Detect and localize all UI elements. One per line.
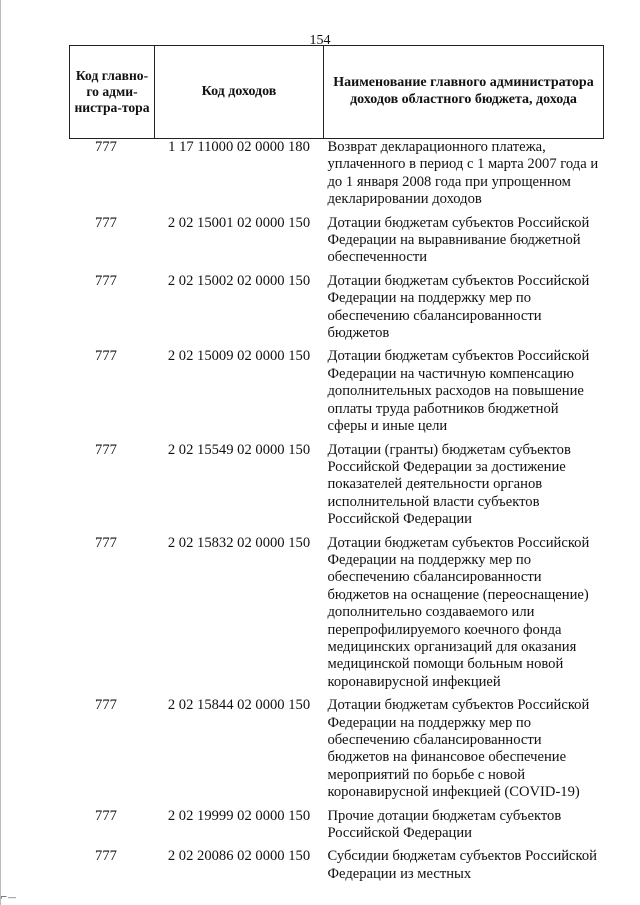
scan-corner-mark: ⌐—: [0, 893, 17, 903]
revenue-code-cell: 2 02 15001 02 0000 150: [167, 214, 311, 231]
revenue-name-cell: Дотации (гранты) бюджетам субъектов Российской Федерации за достижение показателей деятельности органов исполнительной власти субъектов Российской Федерации: [327, 441, 571, 528]
table-row: [70, 848, 604, 889]
admin-code-cell: 777: [95, 807, 117, 824]
table-row: [70, 139, 604, 215]
admin-code-cell: 777: [95, 534, 117, 551]
revenue-code-cell: 2 02 15844 02 0000 150: [167, 697, 311, 714]
table-row: [70, 697, 604, 807]
revenue-code-cell: 2 02 15832 02 0000 150: [167, 534, 311, 551]
revenue-code-cell: 2 02 15002 02 0000 150: [167, 272, 311, 289]
table-row: [70, 273, 604, 349]
table-row: [70, 808, 604, 849]
header-name: Наименование главного администратора доходов областного бюджета, дохода: [324, 46, 604, 139]
admin-code-cell: 777: [95, 139, 117, 155]
revenue-name-cell: Дотации бюджетам субъектов Российской Федерации на частичную компенсацию дополнительных расходов на повышение оплаты труда работников бюджетной сферы и иные цели: [327, 348, 590, 435]
admin-code-cell: 777: [95, 272, 117, 289]
table-header: [70, 46, 604, 139]
table-row: [70, 215, 604, 273]
revenue-name-cell: Дотации бюджетам субъектов Российской Федерации на выравнивание бюджетной обеспеченности: [327, 214, 590, 266]
revenue-name-cell: Возврат декларационного платежа, уплаченного в период с 1 марта 2007 года и до 1 января 2008 года при упрощенном декларировании доходов: [327, 139, 599, 208]
revenue-code-cell: 2 02 19999 02 0000 150: [167, 807, 311, 824]
table-row: [70, 535, 604, 698]
admin-code-cell: 777: [95, 214, 117, 231]
revenue-code-cell: 2 02 20086 02 0000 150: [167, 848, 311, 865]
revenue-table: [69, 45, 604, 889]
revenue-name-cell: Дотации бюджетам субъектов Российской Федерации на поддержку мер по обеспечению сбалансированности бюджетов на оснащение (переоснащение) дополнительно создаваемого или перепрофилируемого коечного фонда медицинских организаций для оказания медицинской помощи больным новой коронавирусной инфекцией: [327, 534, 590, 690]
page-number: 154: [309, 33, 331, 48]
admin-code-cell: 777: [95, 848, 117, 865]
revenue-name-cell: Дотации бюджетам субъектов Российской Федерации на поддержку мер по обеспечению сбалансированности бюджетов: [327, 272, 590, 342]
revenue-code-cell: 2 02 15549 02 0000 150: [167, 441, 311, 458]
revenue-code-cell: 1 17 11000 02 0000 180: [168, 139, 310, 155]
admin-code-cell: 777: [95, 697, 117, 714]
revenue-name-cell: Субсидии бюджетам субъектов Российской Федерации из местных: [327, 848, 597, 882]
revenue-code-cell: 2 02 15009 02 0000 150: [167, 348, 311, 365]
table-row: [70, 348, 604, 441]
revenue-name-cell: Прочие дотации бюджетам субъектов Российской Федерации: [327, 807, 562, 842]
table-body: [70, 139, 604, 890]
header-admin-code: Код главно-го адми-нистра-тора: [70, 46, 155, 139]
scan-edge-line: [0, 0, 1, 905]
admin-code-cell: 777: [95, 441, 117, 458]
table-row: [70, 442, 604, 535]
header-revenue-code: Код доходов: [155, 46, 324, 139]
revenue-name-cell: Дотации бюджетам субъектов Российской Федерации на поддержку мер по обеспечению сбалансированности бюджетов на финансовое обеспечение мероприятий по борьбе с новой коронавирусной инфекцией (COVID-19): [327, 697, 590, 801]
admin-code-cell: 777: [95, 348, 117, 365]
